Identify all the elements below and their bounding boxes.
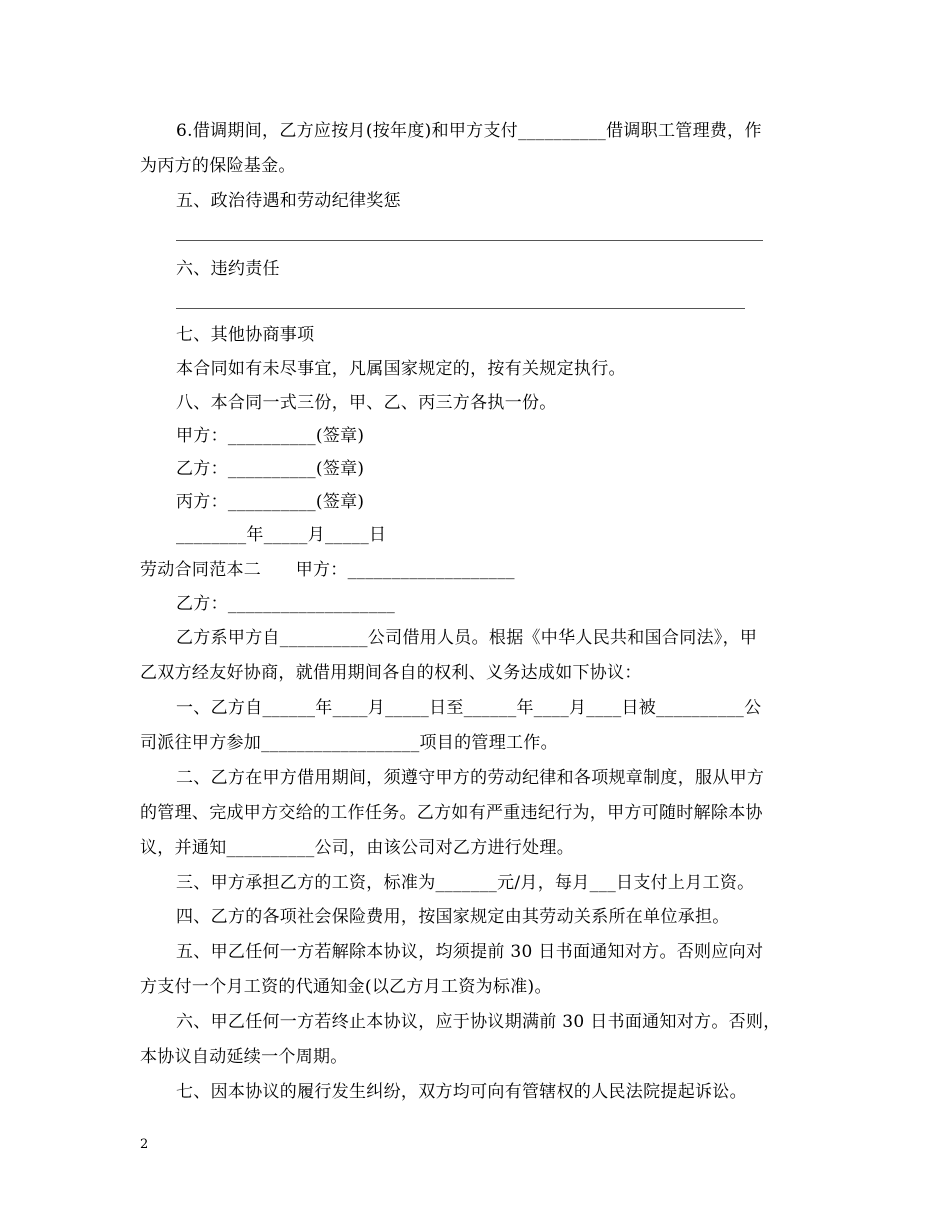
clause-6-text-line-2: 为丙方的保险基金。 [140,156,296,176]
blank-rule-section-6 [176,308,745,309]
party-a-signature: 甲方：__________(签章) [176,426,365,446]
article-2-line-2: 的管理、完成甲方交给的工作任务。乙方如有严重违纪行为，甲方可随时解除本协 [140,803,763,823]
article-5-line-2: 方支付一个月工资的代通知金(以乙方月工资为标准)。 [140,977,552,997]
section-7-text: 本合同如有未尽事宜，凡属国家规定的，按有关规定执行。 [176,359,626,379]
party-c-signature: 丙方：__________(签章) [176,492,365,512]
party-b-signature: 乙方：__________(签章) [176,459,365,479]
article-6-line-1: 六、甲乙任何一方若终止本协议，应于协议期满前 30 日书面通知对方。否则， [176,1012,781,1032]
article-5-line-1: 五、甲乙任何一方若解除本协议，均须提前 30 日书面通知对方。否则应向对 [176,942,764,962]
clause-6-text-line-1: 6.借调期间，乙方应按月(按年度)和甲方支付__________借调职工管理费，作 [176,121,762,141]
section-8-text: 八、本合同一式三份，甲、乙、丙三方各执一份。 [176,393,557,413]
article-2-line-1: 二、乙方在甲方借用期间，须遵守甲方的劳动纪律和各项规章制度，服从甲方 [176,768,765,788]
article-4-text: 四、乙方的各项社会保险费用，按国家规定由其劳动关系所在单位承担。 [176,907,730,927]
date-line: ________年_____月_____日 [176,525,387,545]
article-1-line-1: 一、乙方自______年____月_____日至______年____月____日被__________公 [176,698,762,718]
article-1-line-2: 司派往甲方参加__________________项目的管理工作。 [140,733,558,753]
article-7-text: 七、因本协议的履行发生纠纷，双方均可向有管辖权的人民法院提起诉讼。 [176,1082,747,1102]
section-6-heading: 六、违约责任 [176,259,280,279]
template-2-party-b: 乙方：___________________ [176,594,396,614]
preamble-line-2: 乙双方经友好协商，就借用期间各自的权利、义务达成如下协议： [140,663,642,683]
preamble-line-1: 乙方系甲方自__________公司借用人员。根据《中华人民共和国合同法》，甲 [176,628,758,648]
page-number: 2 [140,1137,149,1152]
article-6-line-2: 本协议自动延续一个周期。 [140,1047,348,1067]
blank-rule-section-5 [176,240,763,241]
section-7-heading: 七、其他协商事项 [176,325,315,345]
article-3-text: 三、甲方承担乙方的工资，标准为_______元/月，每月___日支付上月工资。 [176,873,755,893]
section-5-heading: 五、政治待遇和劳动纪律奖惩 [176,191,401,211]
article-2-line-3: 议，并通知__________公司，由该公司对乙方进行处理。 [140,838,574,858]
contract-template-2-heading: 劳动合同范本二 甲方：___________________ [140,560,515,580]
